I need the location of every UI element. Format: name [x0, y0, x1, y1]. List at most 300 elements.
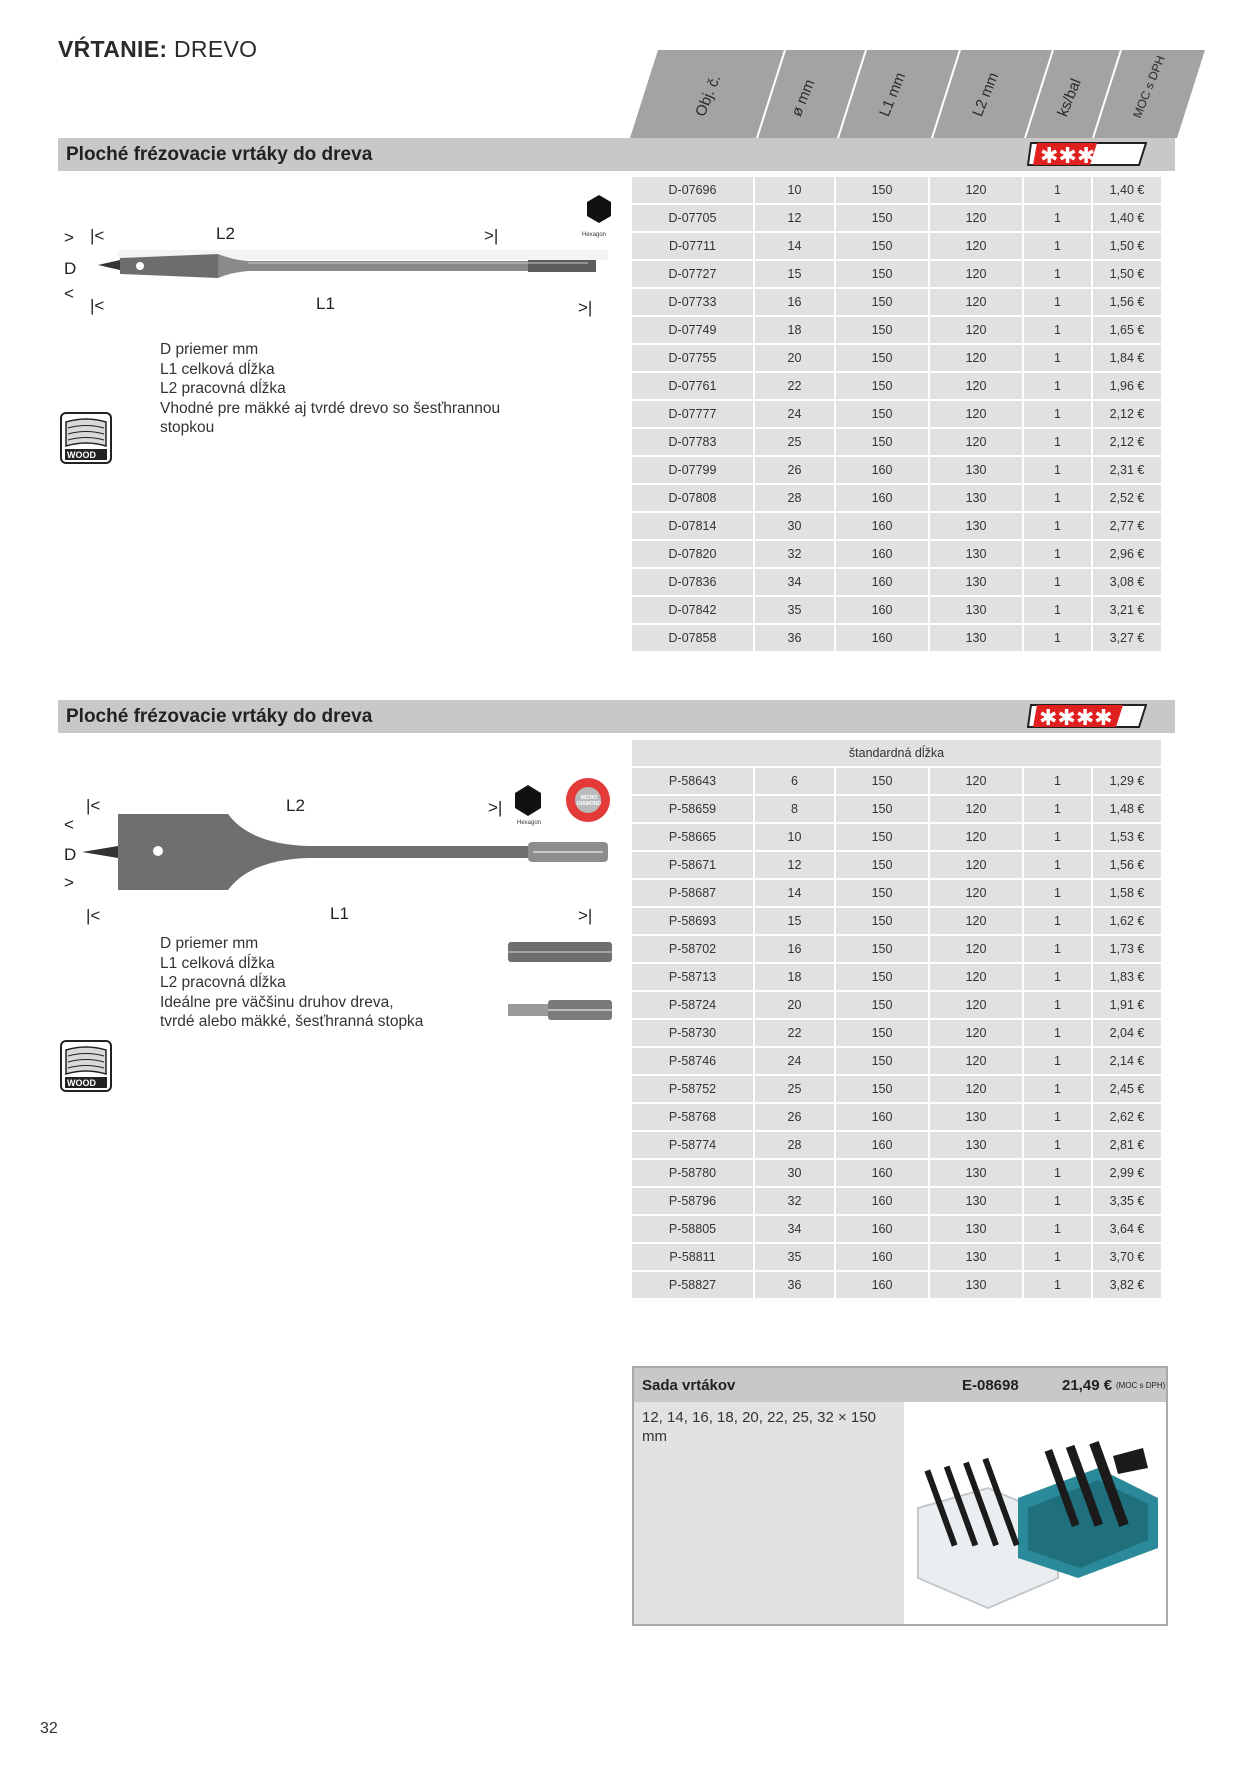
table-cell: D-07761	[632, 373, 753, 399]
table-row	[632, 1048, 1161, 1074]
table-cell: 1,83 €	[1093, 964, 1161, 990]
table-cell: 130	[930, 457, 1022, 483]
table-cell: 1	[1024, 317, 1091, 343]
table-cell: 1	[1024, 1188, 1091, 1214]
table-cell: 1	[1024, 597, 1091, 623]
table-cell: 2,52 €	[1093, 485, 1161, 511]
table-row	[632, 1216, 1161, 1242]
table-cell: P-58730	[632, 1020, 753, 1046]
table-cell: D-07777	[632, 401, 753, 427]
quality-stars-4	[1027, 704, 1147, 728]
table-cell: 120	[930, 768, 1022, 794]
dim2-d: D	[64, 845, 77, 864]
flat-drill-bit-drawing	[58, 190, 618, 320]
table-cell: 1,65 €	[1093, 317, 1161, 343]
table-cell: 1,56 €	[1093, 852, 1161, 878]
table-cell: 1	[1024, 768, 1091, 794]
table-cell: 160	[836, 1160, 928, 1186]
table-cell: P-58643	[632, 768, 753, 794]
table-cell: 1	[1024, 373, 1091, 399]
table-cell: 150	[836, 205, 928, 231]
table-cell: 1	[1024, 541, 1091, 567]
table-cell: 2,31 €	[1093, 457, 1161, 483]
table-cell: 18	[755, 317, 834, 343]
section2-description: D priemer mm L1 celková dĺžka L2 pracovná dĺžka Ideálne pre väčšinu druhov dreva, tvrdé alebo mäkké, šesťhranná stopka	[160, 935, 424, 1030]
table-cell: 1,50 €	[1093, 261, 1161, 287]
table-cell: 1	[1024, 205, 1091, 231]
table-cell: 1	[1024, 485, 1091, 511]
table-cell: 150	[836, 992, 928, 1018]
table-cell: 1	[1024, 1048, 1091, 1074]
table-cell: 120	[930, 373, 1022, 399]
table-cell: 1,40 €	[1093, 205, 1161, 231]
table-cell: 120	[930, 429, 1022, 455]
table-cell: P-58713	[632, 964, 753, 990]
table-cell: 1	[1024, 345, 1091, 371]
table-cell: 1	[1024, 908, 1091, 934]
column-header-band	[630, 50, 1205, 138]
table-cell: 1	[1024, 233, 1091, 259]
table-cell: 3,70 €	[1093, 1244, 1161, 1270]
table-row	[632, 261, 1161, 287]
table-cell: 150	[836, 373, 928, 399]
set-description: 12, 14, 16, 18, 20, 22, 25, 32 × 150 mm	[642, 1409, 876, 1445]
table-cell: 130	[930, 485, 1022, 511]
dim-d: D	[64, 259, 77, 278]
table-cell: 1	[1024, 289, 1091, 315]
table-cell: D-07711	[632, 233, 753, 259]
table-cell: 1	[1024, 936, 1091, 962]
table-cell: 3,82 €	[1093, 1272, 1161, 1298]
wood-icon: WOOD	[60, 412, 112, 469]
table-cell: 2,14 €	[1093, 1048, 1161, 1074]
table-cell: 130	[930, 1272, 1022, 1298]
section1-title-bar	[58, 138, 1175, 171]
section1-title: Ploché frézovacie vrtáky do dreva	[66, 144, 373, 165]
table-cell: 150	[836, 345, 928, 371]
table-row	[632, 317, 1161, 343]
table-cell: 160	[836, 485, 928, 511]
table-cell: 22	[755, 1020, 834, 1046]
table-cell: 1	[1024, 1076, 1091, 1102]
page-title: VŔTANIE: DREVO	[58, 36, 258, 62]
hex-label-2: Hexagon	[517, 820, 542, 826]
table-row	[632, 1160, 1161, 1186]
table-cell: 1	[1024, 1244, 1091, 1270]
table-row	[632, 880, 1161, 906]
table-cell: 26	[755, 457, 834, 483]
table-cell: 25	[755, 1076, 834, 1102]
dim2-d-gt: >	[64, 873, 74, 892]
table-cell: 1,91 €	[1093, 992, 1161, 1018]
table-cell: D-07733	[632, 289, 753, 315]
dim-l2-right: >|	[484, 226, 499, 245]
col-header-pack: ks/bal	[1054, 76, 1085, 119]
table-cell: D-07808	[632, 485, 753, 511]
drill-set-photo	[908, 1408, 1164, 1620]
table-row	[632, 205, 1161, 231]
col-header-price: MOC s DPH	[1130, 53, 1168, 121]
section2-title: Ploché frézovacie vrtáky do dreva	[66, 706, 373, 727]
table-cell: 130	[930, 1188, 1022, 1214]
table-row	[632, 401, 1161, 427]
table-cell: 1,84 €	[1093, 345, 1161, 371]
table-cell: P-58671	[632, 852, 753, 878]
table-cell: 2,77 €	[1093, 513, 1161, 539]
table-cell: 120	[930, 289, 1022, 315]
table-cell: P-58724	[632, 992, 753, 1018]
table-cell: 160	[836, 457, 928, 483]
table-cell: 150	[836, 1076, 928, 1102]
table-cell: D-07755	[632, 345, 753, 371]
table-cell: 130	[930, 569, 1022, 595]
table-cell: 6	[755, 768, 834, 794]
table-cell: 130	[930, 1104, 1022, 1130]
table-cell: 120	[930, 1076, 1022, 1102]
table-cell: 15	[755, 261, 834, 287]
table-cell: 26	[755, 1104, 834, 1130]
table-cell: 120	[930, 233, 1022, 259]
table-cell: 14	[755, 233, 834, 259]
table-cell: 1	[1024, 796, 1091, 822]
table-row	[632, 936, 1161, 962]
table-cell: D-07842	[632, 597, 753, 623]
table-cell: P-58687	[632, 880, 753, 906]
table-cell: 1	[1024, 429, 1091, 455]
table-cell: 150	[836, 401, 928, 427]
set-description-panel	[634, 1402, 904, 1624]
table-cell: P-58693	[632, 908, 753, 934]
table-cell: 22	[755, 373, 834, 399]
table-cell: P-58827	[632, 1272, 753, 1298]
table-cell: 1	[1024, 401, 1091, 427]
table-cell: 160	[836, 1244, 928, 1270]
table-cell: 130	[930, 1132, 1022, 1158]
svg-text:✱✱✱✱: ✱✱✱✱	[1039, 706, 1113, 728]
table-cell: P-58780	[632, 1160, 753, 1186]
table-cell: 25	[755, 429, 834, 455]
table-cell: 2,12 €	[1093, 401, 1161, 427]
table-row	[632, 1020, 1161, 1046]
table-cell: 18	[755, 964, 834, 990]
table-cell: 1	[1024, 1160, 1091, 1186]
table-cell: 130	[930, 1216, 1022, 1242]
hex-shank-images	[508, 938, 620, 1038]
table-cell: 1,56 €	[1093, 289, 1161, 315]
table-row	[632, 964, 1161, 990]
table-cell: 20	[755, 345, 834, 371]
table-cell: 3,64 €	[1093, 1216, 1161, 1242]
table-cell: 120	[930, 852, 1022, 878]
table-cell: 3,21 €	[1093, 597, 1161, 623]
table-cell: 14	[755, 880, 834, 906]
table-cell: 35	[755, 597, 834, 623]
table-row	[632, 457, 1161, 483]
table-cell: 120	[930, 317, 1022, 343]
table-cell: 1	[1024, 513, 1091, 539]
table-cell: 150	[836, 1048, 928, 1074]
table-row	[632, 768, 1161, 794]
table-row	[632, 289, 1161, 315]
table-cell: D-07749	[632, 317, 753, 343]
table-cell: 3,08 €	[1093, 569, 1161, 595]
table-cell: 2,12 €	[1093, 429, 1161, 455]
table-cell: 120	[930, 345, 1022, 371]
table-cell: 2,62 €	[1093, 1104, 1161, 1130]
table-row	[632, 177, 1161, 203]
table-row	[632, 992, 1161, 1018]
table-cell: 1,96 €	[1093, 373, 1161, 399]
table-cell: P-58752	[632, 1076, 753, 1102]
dim2-l1-left: |<	[86, 906, 101, 925]
table-cell: 34	[755, 1216, 834, 1242]
dim2-l1-right: >|	[578, 906, 593, 925]
table-row	[632, 1132, 1161, 1158]
table-cell: 34	[755, 569, 834, 595]
table-cell: 150	[836, 796, 928, 822]
table-cell: 24	[755, 1048, 834, 1074]
table-cell: D-07858	[632, 625, 753, 651]
table-cell: 15	[755, 908, 834, 934]
table-cell: 10	[755, 824, 834, 850]
set-title: Sada vrtákov	[642, 1377, 736, 1394]
dim-l1-right: >|	[578, 298, 593, 317]
table-cell: 12	[755, 852, 834, 878]
table-row	[632, 1272, 1161, 1298]
table-row	[632, 796, 1161, 822]
table-cell: 120	[930, 880, 1022, 906]
col-header-l2: L2 mm	[969, 70, 1003, 119]
table-cell: 150	[836, 233, 928, 259]
dim-l1-label: L1	[316, 294, 335, 313]
dim2-l2-right: >|	[488, 798, 503, 817]
col-header-l1: L1 mm	[876, 70, 910, 119]
table-row	[632, 569, 1161, 595]
table-cell: 160	[836, 541, 928, 567]
table-cell: 120	[930, 992, 1022, 1018]
table-cell: 130	[930, 625, 1022, 651]
dim-l1-left: |<	[90, 296, 105, 315]
table-cell: 30	[755, 513, 834, 539]
table-cell: 150	[836, 177, 928, 203]
table-cell: 1	[1024, 1104, 1091, 1130]
table-cell: 120	[930, 401, 1022, 427]
table-cell: 120	[930, 1048, 1022, 1074]
svg-text:✱✱✱: ✱✱✱	[1040, 144, 1096, 166]
quality-stars-3	[1027, 142, 1147, 166]
micro-diamond-badge: MICRO DIAMOND	[577, 795, 601, 807]
hex-label: Hexagon	[582, 232, 607, 238]
table-cell: 120	[930, 908, 1022, 934]
table-cell: 150	[836, 824, 928, 850]
table-cell: 160	[836, 1132, 928, 1158]
table-cell: 120	[930, 261, 1022, 287]
table-row	[632, 429, 1161, 455]
table-cell: D-07820	[632, 541, 753, 567]
set-price-note: (MOC s DPH)	[1116, 1381, 1166, 1390]
table-cell: 160	[836, 625, 928, 651]
table-cell: 32	[755, 1188, 834, 1214]
table-cell: 35	[755, 1244, 834, 1270]
table-cell: 120	[930, 936, 1022, 962]
table-cell: 1	[1024, 625, 1091, 651]
table-cell: P-58796	[632, 1188, 753, 1214]
table-cell: D-07705	[632, 205, 753, 231]
table-cell: 8	[755, 796, 834, 822]
table-cell: D-07836	[632, 569, 753, 595]
table-cell: D-07727	[632, 261, 753, 287]
table-cell: 150	[836, 880, 928, 906]
dim2-l2-left: |<	[86, 796, 101, 815]
table-cell: 150	[836, 908, 928, 934]
table-cell: 32	[755, 541, 834, 567]
table-cell: 2,99 €	[1093, 1160, 1161, 1186]
table-cell: D-07783	[632, 429, 753, 455]
table-row	[632, 373, 1161, 399]
col-header-diameter: ø mm	[788, 77, 819, 119]
table-cell: 1	[1024, 1272, 1091, 1298]
table-cell: 120	[930, 964, 1022, 990]
table-cell: 1	[1024, 177, 1091, 203]
table-cell: 16	[755, 289, 834, 315]
dim-l2-label: L2	[216, 224, 235, 243]
table-cell: 120	[930, 1020, 1022, 1046]
table-row	[632, 852, 1161, 878]
table-cell: 150	[836, 936, 928, 962]
table-cell: 150	[836, 317, 928, 343]
table-cell: D-07696	[632, 177, 753, 203]
table-cell: 150	[836, 1020, 928, 1046]
table-cell: 1	[1024, 261, 1091, 287]
table-cell: P-58811	[632, 1244, 753, 1270]
table-cell: P-58768	[632, 1104, 753, 1130]
table-cell: 1	[1024, 1020, 1091, 1046]
wood-icon-2: WOOD	[60, 1040, 112, 1097]
table-cell: 1	[1024, 992, 1091, 1018]
table-cell: 20	[755, 992, 834, 1018]
section2-title-bar	[58, 700, 1175, 733]
table-cell: P-58746	[632, 1048, 753, 1074]
table-cell: 150	[836, 852, 928, 878]
table-cell: 160	[836, 597, 928, 623]
table-cell: 160	[836, 1104, 928, 1130]
table-cell: 130	[930, 597, 1022, 623]
table-cell: 1,50 €	[1093, 233, 1161, 259]
table-cell: 1,40 €	[1093, 177, 1161, 203]
table-cell: P-58702	[632, 936, 753, 962]
table-cell: 150	[836, 289, 928, 315]
dim2-d-lt: <	[64, 815, 74, 834]
table-cell: 150	[836, 768, 928, 794]
table-row	[632, 485, 1161, 511]
table-row	[632, 908, 1161, 934]
table-cell: 1,48 €	[1093, 796, 1161, 822]
col-header-code: Obj. č.	[692, 72, 725, 119]
table-cell: 3,27 €	[1093, 625, 1161, 651]
table-cell: P-58659	[632, 796, 753, 822]
dim-d-gt: >	[64, 228, 74, 247]
section1-description: D priemer mm L1 celková dĺžka L2 pracovná dĺžka Vhodné pre mäkké aj tvrdé drevo so šesťhrannou stopkou	[160, 341, 501, 436]
table-cell: 1	[1024, 1132, 1091, 1158]
table-cell: 160	[836, 1272, 928, 1298]
table-cell: P-58805	[632, 1216, 753, 1242]
table-row	[632, 1244, 1161, 1270]
table-cell: 130	[930, 513, 1022, 539]
table-cell: 1,29 €	[1093, 768, 1161, 794]
table-row	[632, 597, 1161, 623]
drill-set-box	[632, 1366, 1168, 1626]
table-cell: 1,73 €	[1093, 936, 1161, 962]
table-cell: 1,53 €	[1093, 824, 1161, 850]
table-cell: 120	[930, 824, 1022, 850]
table-cell: 10	[755, 177, 834, 203]
dim-l2-left: |<	[90, 226, 105, 245]
table-cell: 130	[930, 1244, 1022, 1270]
table-cell: 2,45 €	[1093, 1076, 1161, 1102]
table-row	[632, 513, 1161, 539]
table-cell: 28	[755, 1132, 834, 1158]
table-cell: 160	[836, 1216, 928, 1242]
table-cell: 160	[836, 513, 928, 539]
set-header	[634, 1368, 1166, 1402]
table-cell: 24	[755, 401, 834, 427]
table-cell: 16	[755, 936, 834, 962]
table-cell: 3,35 €	[1093, 1188, 1161, 1214]
table-cell: 2,81 €	[1093, 1132, 1161, 1158]
subheader-standard-length: štandardná dĺžka	[632, 740, 1161, 766]
table-row	[632, 345, 1161, 371]
table-cell: 150	[836, 429, 928, 455]
section2-table	[630, 738, 1163, 1300]
table-cell: 160	[836, 1188, 928, 1214]
table-cell: 1	[1024, 457, 1091, 483]
table-cell: 1	[1024, 964, 1091, 990]
table-cell: 1	[1024, 852, 1091, 878]
set-code: E-08698	[962, 1377, 1019, 1394]
table-cell: 36	[755, 625, 834, 651]
table-cell: 120	[930, 796, 1022, 822]
table-cell: D-07799	[632, 457, 753, 483]
table-cell: 150	[836, 964, 928, 990]
table-cell: 1	[1024, 824, 1091, 850]
table-row	[632, 1188, 1161, 1214]
table-cell: 36	[755, 1272, 834, 1298]
table-cell: 130	[930, 541, 1022, 567]
table-cell: 1,58 €	[1093, 880, 1161, 906]
table-row	[632, 1076, 1161, 1102]
page-number: 32	[40, 1720, 58, 1737]
table-cell: 28	[755, 485, 834, 511]
table-row	[632, 233, 1161, 259]
set-price: 21,49 €	[1062, 1377, 1113, 1394]
table-cell: D-07814	[632, 513, 753, 539]
table-cell: P-58774	[632, 1132, 753, 1158]
table-cell: P-58665	[632, 824, 753, 850]
table-row	[632, 824, 1161, 850]
table-row	[632, 541, 1161, 567]
dim2-l1-label: L1	[330, 904, 349, 923]
table-cell: 150	[836, 261, 928, 287]
table-cell: 1	[1024, 569, 1091, 595]
table-cell: 130	[930, 1160, 1022, 1186]
table-cell: 120	[930, 205, 1022, 231]
table-cell: 2,96 €	[1093, 541, 1161, 567]
dim-d-lt: <	[64, 284, 74, 303]
section1-table	[630, 175, 1163, 653]
table-cell: 1	[1024, 1216, 1091, 1242]
table-cell: 120	[930, 177, 1022, 203]
dim2-l2-label: L2	[286, 796, 305, 815]
